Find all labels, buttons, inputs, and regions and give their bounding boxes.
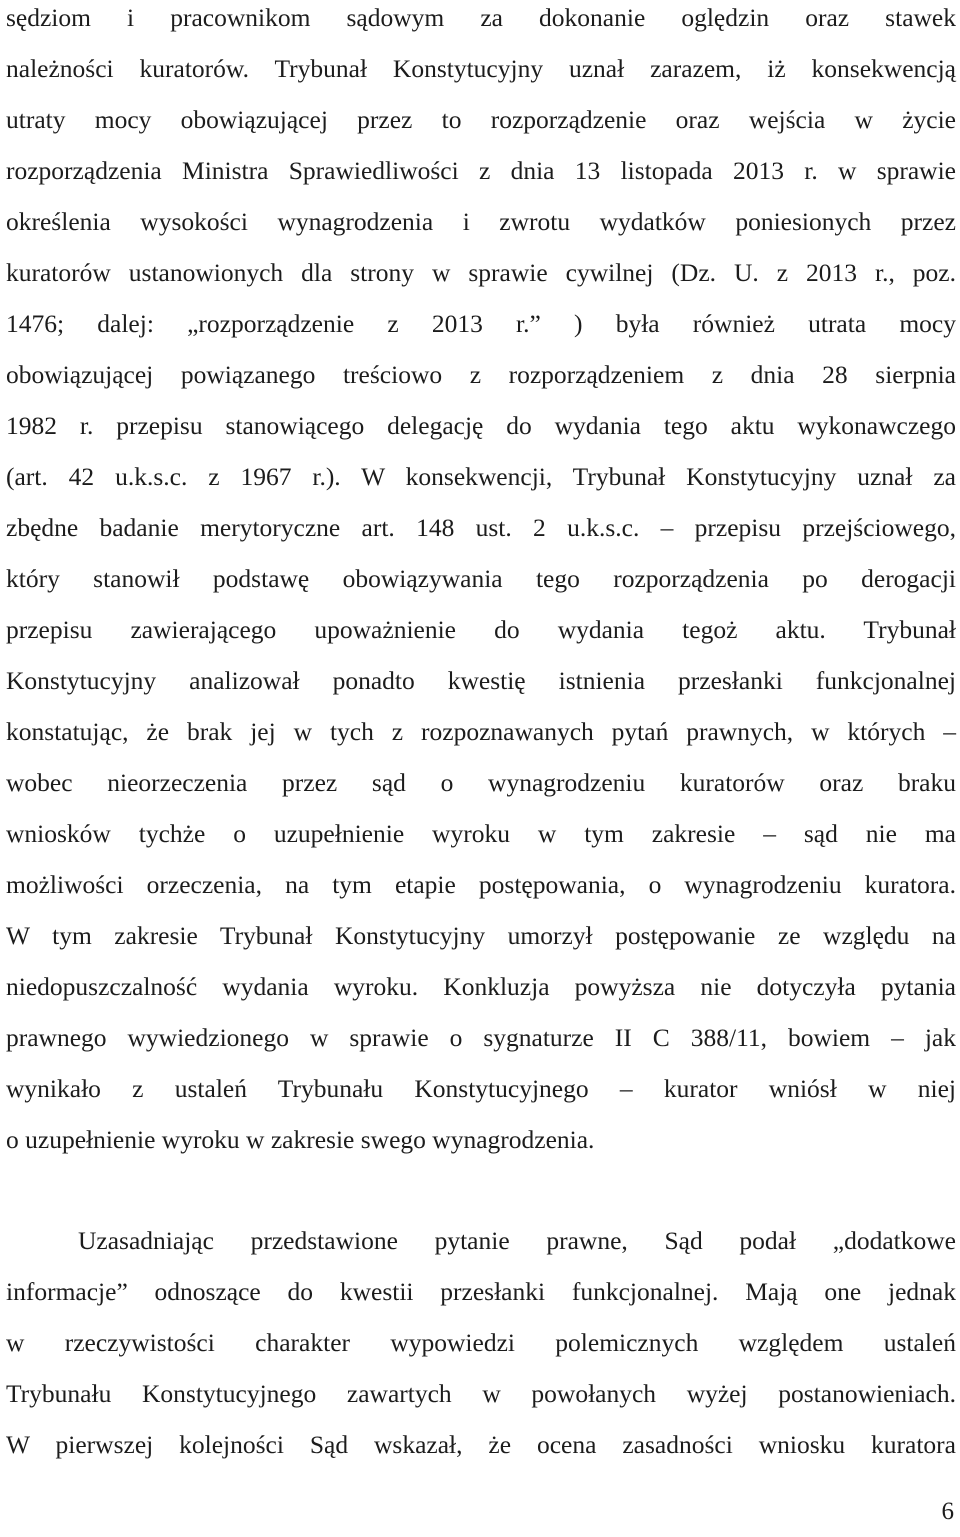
text-line: wynikało z ustaleń Trybunału Konstytucyjnego – kurator wniósł w niej — [6, 1074, 956, 1103]
text-line: kuratorów ustanowionych dla strony w sprawie cywilnej (Dz. U. z 2013 r., poz. — [6, 258, 956, 287]
text-line: (art. 42 u.k.s.c. z 1967 r.). W konsekwencji, Trybunał Konstytucyjny uznał za — [6, 462, 956, 491]
text-line: niedopuszczalność wydania wyroku. Konkluzja powyższa nie dotyczyła pytania — [6, 972, 956, 1001]
text-line: możliwości orzeczenia, na tym etapie postępowania, o wynagrodzeniu kuratora. — [6, 870, 956, 899]
text-line: o uzupełnienie wyroku w zakresie swego wynagrodzenia. — [6, 1125, 595, 1154]
text-line: 1982 r. przepisu stanowiącego delegację do wydania tego aktu wykonawczego — [6, 411, 956, 440]
paragraph-spacing — [6, 1165, 956, 1215]
text-line: określenia wysokości wynagrodzenia i zwrotu wydatków poniesionych przez — [6, 207, 956, 236]
text-line: utraty mocy obowiązującej przez to rozporządzenie oraz wejścia w życie — [6, 105, 956, 134]
paragraph — [6, 1215, 956, 1470]
text-line: rozporządzenia Ministra Sprawiedliwości z dnia 13 listopada 2013 r. w sprawie — [6, 156, 956, 185]
text-line: wobec nieorzeczenia przez sąd o wynagrodzeniu kuratorów oraz braku — [6, 768, 956, 797]
page-number: 6 — [941, 1498, 954, 1525]
text-line: Trybunału Konstytucyjnego zawartych w powołanych wyżej postanowieniach. — [6, 1379, 956, 1408]
text-line: W tym zakresie Trybunał Konstytucyjny umorzył postępowanie ze względu na — [6, 921, 956, 950]
document-page — [6, 0, 956, 1470]
text-line: wniosków tychże o uzupełnienie wyroku w tym zakresie – sąd nie ma — [6, 819, 956, 848]
text-line: informacje” odnoszące do kwestii przesłanki funkcjonalnej. Mają one jednak — [6, 1277, 956, 1306]
text-line: W pierwszej kolejności Sąd wskazał, że ocena zasadności wniosku kuratora — [6, 1430, 956, 1459]
text-line: prawnego wywiedzionego w sprawie o sygnaturze II C 388/11, bowiem – jak — [6, 1023, 956, 1052]
text-line: w rzeczywistości charakter wypowiedzi polemicznych względem ustaleń — [6, 1328, 956, 1357]
text-line: konstatując, że brak jej w tych z rozpoznawanych pytań prawnych, w których – — [6, 717, 956, 746]
text-line: obowiązującej powiązanego treściowo z rozporządzeniem z dnia 28 sierpnia — [6, 360, 956, 389]
text-line: Uzasadniając przedstawione pytanie prawne, Sąd podał „dodatkowe — [78, 1226, 956, 1255]
text-line: sędziom i pracownikom sądowym za dokonanie oględzin oraz stawek — [6, 3, 956, 32]
paragraph — [6, 0, 956, 1165]
text-line: który stanowił podstawę obowiązywania tego rozporządzenia po derogacji — [6, 564, 956, 593]
text-line: zbędne badanie merytoryczne art. 148 ust. 2 u.k.s.c. – przepisu przejściowego, — [6, 513, 956, 542]
text-line: 1476; dalej: „rozporządzenie z 2013 r.” ) była również utrata mocy — [6, 309, 956, 338]
text-line: należności kuratorów. Trybunał Konstytucyjny uznał zarazem, iż konsekwencją — [6, 54, 956, 83]
text-line: przepisu zawierającego upoważnienie do wydania tegoż aktu. Trybunał — [6, 615, 956, 644]
text-line: Konstytucyjny analizował ponadto kwestię istnienia przesłanki funkcjonalnej — [6, 666, 956, 695]
